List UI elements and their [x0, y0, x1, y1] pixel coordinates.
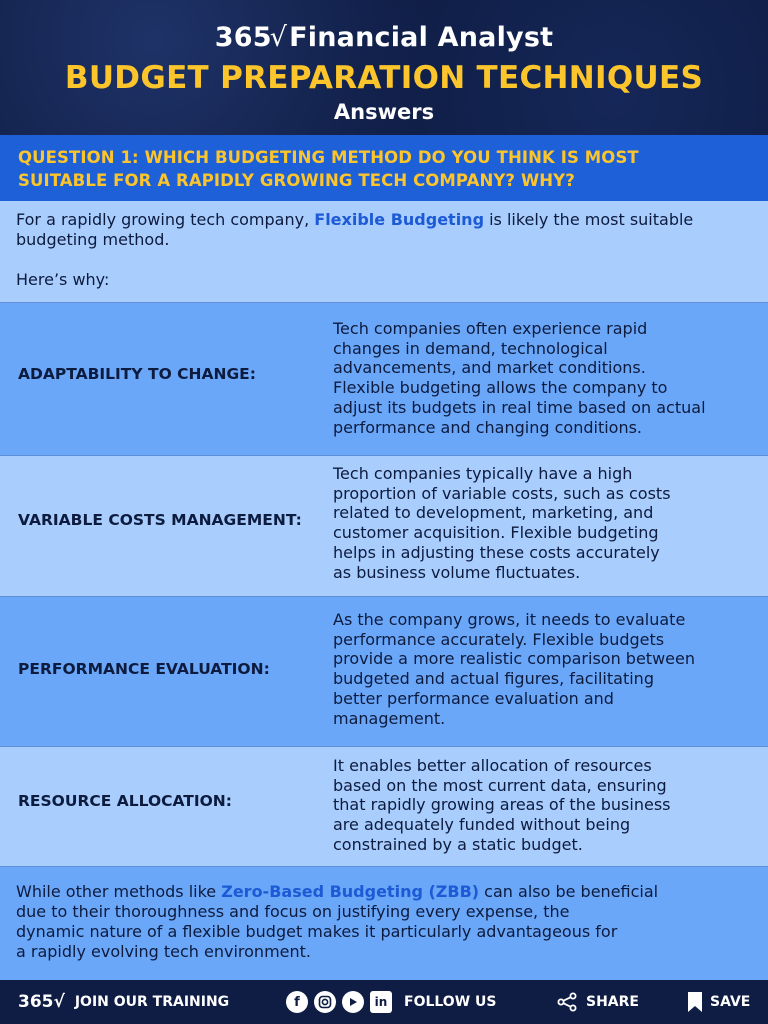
linkedin-icon[interactable]: in [370, 991, 392, 1013]
intro-text-end: is likely the most suitable budgeting method. [16, 210, 694, 249]
reason-description: Tech companies often experience rapid changes in demand, technological advancements, and market conditions. Flexible budgeting allows the company to adjust its budgets in real time based on actual performance and changing conditions. [333, 319, 706, 437]
brand-name: Financial Analyst [289, 22, 554, 53]
follow-us-label: FOLLOW US [404, 994, 497, 1010]
footer-logo: 365√ [18, 992, 65, 1012]
question-banner [0, 135, 768, 201]
checkmark-icon: √ [269, 22, 288, 53]
footer-bar [0, 980, 768, 1024]
share-button[interactable] [556, 980, 639, 1024]
reason-label: RESOURCE ALLOCATION: [18, 792, 232, 810]
brand-number: 365 [214, 22, 272, 53]
reason-row [0, 746, 768, 866]
reason-description: As the company grows, it needs to evaluate performance accurately. Flexible budgets provide a more realistic comparison between budgeted and actual figures, facilitating better performance evaluation and management. [333, 610, 695, 728]
join-training-link[interactable] [18, 980, 229, 1024]
closing-section [0, 866, 768, 980]
youtube-icon[interactable] [342, 991, 364, 1013]
page-header [0, 0, 768, 135]
instagram-icon[interactable] [314, 991, 336, 1013]
social-links [286, 980, 496, 1024]
question-line-2: SUITABLE FOR A RAPIDLY GROWING TECH COMPANY? WHY? [18, 171, 575, 190]
join-training-label: JOIN OUR TRAINING [74, 994, 230, 1010]
intro-why: Here’s why: [16, 270, 110, 289]
save-button[interactable] [688, 980, 750, 1024]
intro-section [0, 201, 768, 302]
closing-highlight: Zero-Based Budgeting (ZBB) [221, 882, 480, 901]
intro-highlight: Flexible Budgeting [314, 210, 485, 229]
reason-row [0, 455, 768, 596]
reason-row [0, 302, 768, 455]
reason-description: It enables better allocation of resources based on the most current data, ensuring that rapidly growing areas of the business are adequately funded without being constrained by a static budget. [333, 756, 671, 854]
share-label: SHARE [586, 994, 639, 1010]
page-subtitle: Answers [333, 100, 435, 124]
intro-text: For a rapidly growing tech company, [16, 210, 315, 229]
closing-text-end: can also be beneficial due to their thoroughness and focus on justifying every expense, the dynamic nature of a flexible budget makes it particularly advantageous for a rapidly evolving tech environment. [16, 882, 659, 961]
reason-label: PERFORMANCE EVALUATION: [18, 660, 270, 678]
page-title: BUDGET PREPARATION TECHNIQUES [64, 60, 704, 96]
closing-text: While other methods like [16, 882, 222, 901]
save-label: SAVE [710, 994, 751, 1010]
reason-description: Tech companies typically have a high proportion of variable costs, such as costs related to development, marketing, and customer acquisition. Flexible budgeting helps in adjusting these costs accurately as business volume fluctuates. [333, 464, 671, 582]
brand-logo [0, 22, 768, 53]
reason-label: VARIABLE COSTS MANAGEMENT: [18, 511, 302, 529]
bookmark-icon [688, 992, 702, 1012]
question-line-1: QUESTION 1: WHICH BUDGETING METHOD DO YOU THINK IS MOST [18, 148, 639, 167]
reason-label: ADAPTABILITY TO CHANGE: [18, 365, 256, 383]
facebook-icon[interactable]: f [286, 991, 308, 1013]
reason-row [0, 596, 768, 746]
share-icon [556, 992, 578, 1012]
